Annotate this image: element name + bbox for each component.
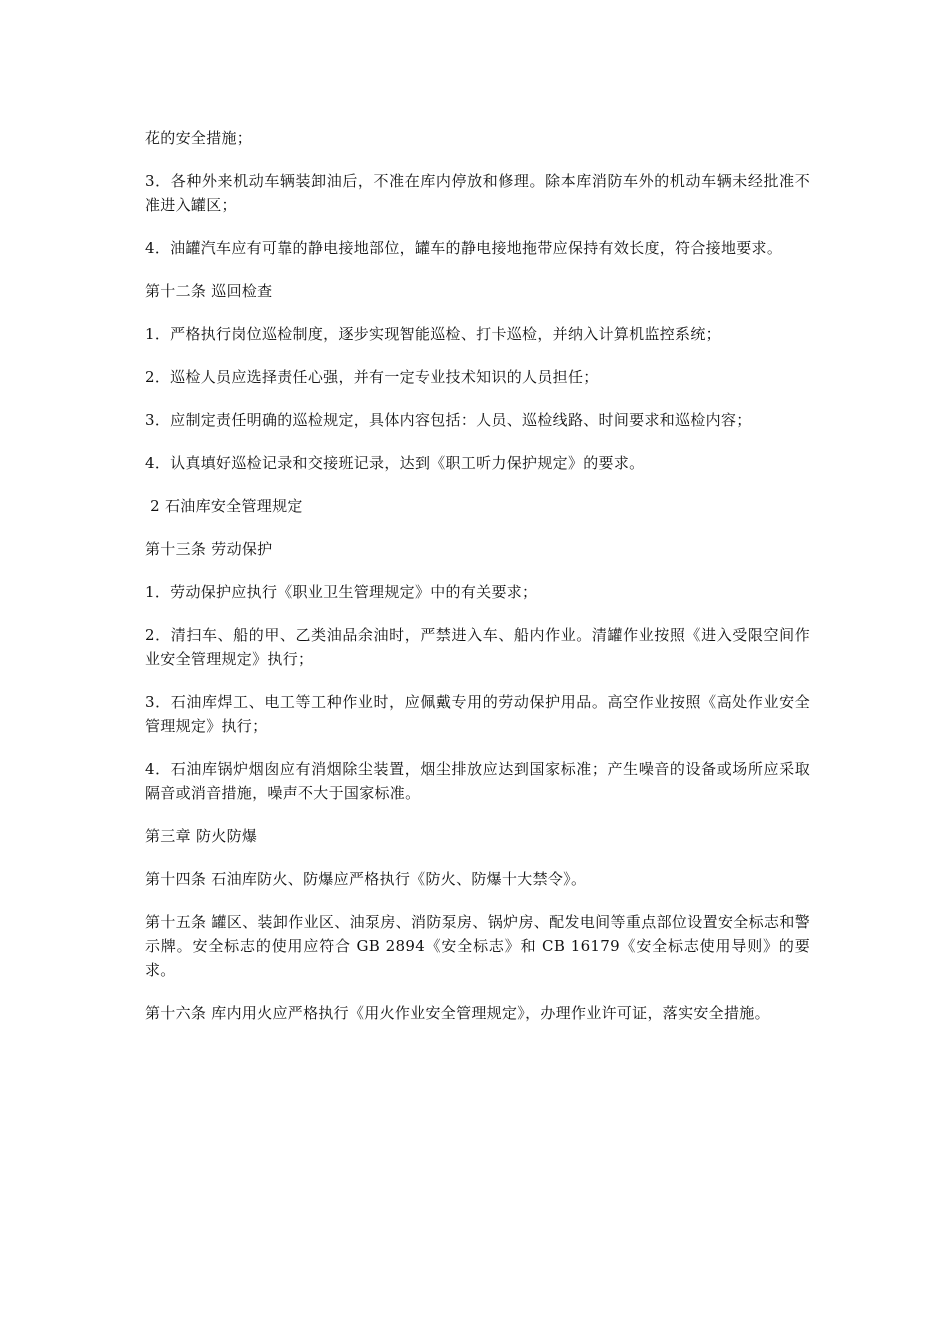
paragraph-item-3-inspection-rules: 3．应制定责任明确的巡检规定，具体内容包括：人员、巡检线路、时间要求和巡检内容； (145, 411, 752, 429)
article-15-paragraph: 第十五条 罐区、装卸作业区、油泵房、消防泵房、锅炉房、配发电间等重点部位设置安全标志和警示牌。安全标志的使用应符合 GB 2894《安全标志》和 CB 16179《安全标志使用导则》的要求。 (145, 913, 810, 979)
paragraph-continuation: 花的安全措施； (145, 129, 253, 147)
paragraph-item-4-inspection-records: 4．认真填好巡检记录和交接班记录，达到《职工听力保护规定》的要求。 (145, 454, 645, 472)
paragraph-item-1-labor-protection: 1．劳动保护应执行《职业卫生管理规定》中的有关要求； (145, 583, 538, 601)
paragraph-item-3-protective-gear: 3．石油库焊工、电工等工种作业时，应佩戴专用的劳动保护用品。高空作业按照《高处作业安全管理规定》执行； (145, 693, 810, 735)
paragraph-item-4-emissions-noise: 4．石油库锅炉烟囱应有消烟除尘装置，烟尘排放应达到国家标准；产生噪音的设备或场所应采取隔音或消音措施，噪声不大于国家标准。 (145, 760, 810, 802)
chapter-3-heading: 第三章 防火防爆 (145, 827, 258, 845)
article-12-heading: 第十二条 巡回检查 (145, 282, 273, 300)
article-16-paragraph: 第十六条 库内用火应严格执行《用火作业安全管理规定》，办理作业许可证，落实安全措施。 (145, 1004, 770, 1022)
document-body (145, 126, 810, 1044)
article-13-heading: 第十三条 劳动保护 (145, 540, 273, 558)
article-14-paragraph: 第十四条 石油库防火、防爆应严格执行《防火、防爆十大禁令》。 (145, 870, 587, 888)
paragraph-item-1-inspection-system: 1．严格执行岗位巡检制度，逐步实现智能巡检、打卡巡检，并纳入计算机监控系统； (145, 325, 721, 343)
paragraph-item-3-vehicles: 3．各种外来机动车辆装卸油后，不准在库内停放和修理。除本库消防车外的机动车辆未经批准不准进入罐区； (145, 172, 810, 214)
page-section-label: 2 石油库安全管理规定 (145, 497, 303, 515)
paragraph-item-2-inspection-staff: 2．巡检人员应选择责任心强，并有一定专业技术知识的人员担任； (145, 368, 599, 386)
paragraph-item-4-tanker-grounding: 4．油罐汽车应有可靠的静电接地部位，罐车的静电接地拖带应保持有效长度，符合接地要求。 (145, 239, 783, 257)
paragraph-item-2-tank-cleaning: 2．清扫车、船的甲、乙类油品余油时，严禁进入车、船内作业。清罐作业按照《进入受限空间作业安全管理规定》执行； (145, 626, 810, 668)
